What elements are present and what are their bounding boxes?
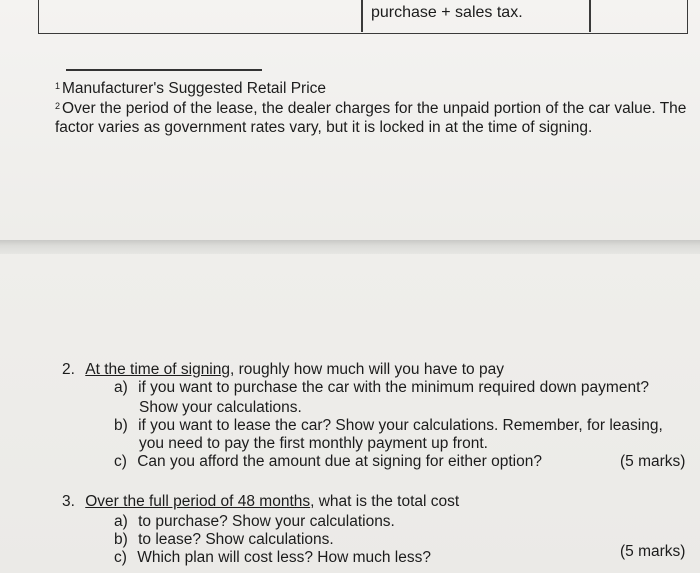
question-3c [114,549,431,567]
question-2b [114,417,663,435]
table-fragment [38,0,688,34]
footnote-marker: 1 [55,81,61,91]
footnote-text: Manufacturer's Suggested Retail Price [62,80,327,97]
part-label: a) [114,379,128,396]
question-number: 3. [62,493,75,510]
question-number: 2. [62,361,75,378]
footnote-text: Over the period of the lease, the dealer charges for the unpaid portion of the car value. The [62,100,687,117]
question-3-stem [62,493,459,511]
question-emphasis: At the time of signing [85,361,230,378]
question-2-marks: (5 marks) [620,453,686,470]
part-text: if you want to purchase the car with the minimum required down payment? [138,379,650,396]
page-break [0,240,700,254]
part-label: c) [114,453,127,470]
part-label: c) [114,549,127,566]
table-divider [361,0,363,32]
upper-page [0,0,700,240]
question-2c [114,453,542,471]
question-2-stem [62,361,504,379]
question-3-marks: (5 marks) [620,543,686,560]
question-text: , what is the total cost [310,493,460,510]
question-text: , roughly how much will you have to pay [230,361,504,378]
question-3a [114,513,395,531]
footnote-marker: 2 [55,101,61,111]
question-2a [114,379,649,397]
part-text: Can you afford the amount due at signing for either option? [137,453,542,470]
table-divider [589,0,591,32]
footnote-1 [55,79,326,98]
part-text: if you want to lease the car? Show your calculations. Remember, for leasing, [138,417,663,434]
question-2a-cont: Show your calculations. [139,399,302,416]
part-text: to lease? Show calculations. [138,531,334,548]
question-emphasis: Over the full period of 48 months [85,493,311,510]
table-cell-text: purchase + sales tax. [371,4,523,21]
question-3b [114,531,334,549]
part-text: to purchase? Show your calculations. [138,513,395,530]
footnote-2 [55,99,695,137]
part-text: Which plan will cost less? How much less? [137,549,431,566]
part-label: b) [114,417,128,434]
part-label: a) [114,513,128,530]
question-2b-cont: you need to pay the first monthly payment up front. [139,435,488,452]
footnote-rule [66,69,262,71]
part-label: b) [114,531,128,548]
footnote-text: factor varies as government rates vary, but it is locked in at the time of signing. [55,119,593,136]
